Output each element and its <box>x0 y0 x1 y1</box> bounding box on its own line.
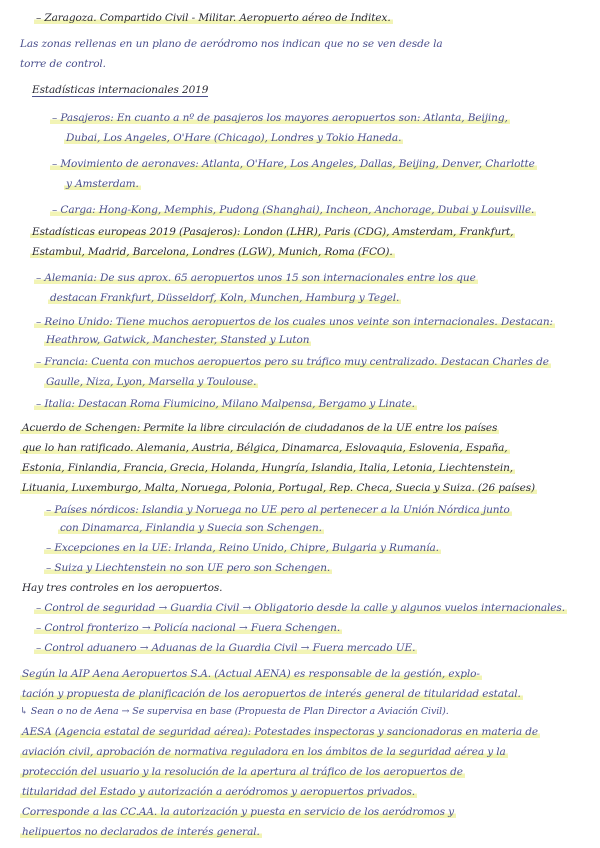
note-line-aip-3: ↳ Sean o no de Aena → Se supervisa en base (Propuesta de Plan Director a Aviación Civil). <box>20 706 449 717</box>
note-line-aesa-4 <box>20 784 417 800</box>
note-line-movimiento-1 <box>50 156 537 172</box>
note-line-ccaa-2 <box>20 824 262 840</box>
note-line-excepciones <box>44 540 441 556</box>
note-line-schengen-2 <box>20 440 510 456</box>
note-line-text: con Dinamarca, Finlandia y Suecia son Schengen. <box>60 522 322 534</box>
heading-estadisticas-internacionales <box>32 82 208 98</box>
note-line-text: – Excepciones en la UE: Irlanda, Reino Unido, Chipre, Bulgaria y Rumanía. <box>46 542 439 554</box>
note-line-text: Gaulle, Niza, Lyon, Marsella y Toulouse. <box>46 376 257 388</box>
note-line-italia <box>34 396 417 412</box>
note-line-aesa-3 <box>20 764 465 780</box>
note-line-text: – Carga: Hong-Kong, Memphis, Pudong (Shanghai), Incheon, Anchorage, Dubai y Louisville. <box>52 204 535 216</box>
note-line-text: – Reino Unido: Tiene muchos aeropuertos de los cuales unos veinte son internacionales. Destacan: <box>36 316 553 328</box>
heading-text: Estadísticas internacionales 2019 <box>32 84 209 96</box>
note-line-movimiento-2 <box>64 176 141 192</box>
note-line-schengen-3 <box>20 460 515 476</box>
note-line-text: tación y propuesta de planificación de los aeropuertos de interés general de titularidad estatal. <box>22 688 521 700</box>
note-line-text: – Movimiento de aeronaves: Atlanta, O'Hare, Los Angeles, Dallas, Beijing, Denver, Charlotte <box>52 158 535 170</box>
note-line-ccaa-1 <box>20 804 456 820</box>
note-line-text: titularidad del Estado y autorización a aeródromos y aeropuertos privados. <box>22 786 416 798</box>
note-line-schengen-1 <box>20 420 499 436</box>
note-line-text: Estambul, Madrid, Barcelona, Londres (LGW), Munich, Roma (FCO). <box>32 246 393 258</box>
note-line-alemania-2 <box>48 290 401 306</box>
note-line-suiza <box>44 560 332 576</box>
note-line-text: AESA (Agencia estatal de seguridad aérea): Potestades inspectoras y sancionadoras en materia de <box>22 726 539 738</box>
note-line-text: helipuertos no declarados de interés general. <box>22 826 260 838</box>
note-line-nordicos-1 <box>44 502 512 518</box>
note-line-aesa-1 <box>20 724 540 740</box>
note-line-text: aviación civil, aprobación de normativa reguladora en los ámbitos de la seguridad aérea y la <box>22 746 506 758</box>
note-line-aesa-2 <box>20 744 508 760</box>
note-line-text: Corresponde a las CC.AA. la autorización y puesta en servicio de los aeródromos y <box>22 806 454 818</box>
note-line-text: Heathrow, Gatwick, Manchester, Stansted y Luton <box>46 334 310 346</box>
note-line-text: – Control fronterizo → Policía nacional → Fuera Schengen. <box>36 622 341 634</box>
note-line-nordicos-2 <box>58 520 324 536</box>
note-line-text: – Control de seguridad → Guardia Civil → Obligatorio desde la calle y algunos vuelos internacionales. <box>36 602 565 614</box>
note-line-europeas-1 <box>30 224 515 240</box>
note-line-alemania-1 <box>34 270 478 286</box>
note-line-control-seguridad <box>34 600 567 616</box>
note-line-text: – Zaragoza. Compartido Civil - Militar. Aeropuerto aéreo de Inditex. <box>36 12 391 24</box>
note-line-pasajeros-2 <box>64 130 403 146</box>
note-line-text: y Amsterdam. <box>66 178 139 190</box>
note-line-francia-1 <box>34 354 551 370</box>
note-line-carga <box>50 202 536 218</box>
note-line-text: Lituania, Luxemburgo, Malta, Noruega, Polonia, Portugal, Rep. Checa, Suecia y Suiza. (26 países) <box>22 482 536 494</box>
note-line-text: – Italia: Destacan Roma Fiumicino, Milano Malpensa, Bergamo y Linate. <box>36 398 415 410</box>
note-line-control-fronterizo <box>34 620 342 636</box>
note-line-francia-2 <box>44 374 258 390</box>
note-line-aip-1 <box>20 666 482 682</box>
note-line-text: destacan Frankfurt, Düsseldorf, Koln, Munchen, Hamburg y Tegel. <box>50 292 400 304</box>
note-line-text: Acuerdo de Schengen: Permite la libre circulación de ciudadanos de la UE entre los países <box>22 422 498 434</box>
note-line-aip-2 <box>20 686 523 702</box>
note-line-text: que lo han ratificado. Alemania, Austria, Bélgica, Dinamarca, Eslovaquia, Eslovenia, España, <box>22 442 508 454</box>
note-line-text: protección del usuario y la resolución de la apertura al tráfico de los aeropuertos de <box>22 766 463 778</box>
note-line-europeas-2 <box>30 244 395 260</box>
note-line-text: – Alemania: De sus aprox. 65 aeropuertos unos 15 son internacionales entre los que <box>36 272 476 284</box>
note-line-controles: Hay tres controles en los aeropuertos. <box>22 582 223 594</box>
note-line-text: – Control aduanero → Aduanas de la Guardia Civil → Fuera mercado UE. <box>36 642 416 654</box>
note-line-reino-unido-2 <box>44 332 311 348</box>
note-line-text: Estonia, Finlandia, Francia, Grecia, Holanda, Hungría, Islandia, Italia, Letonia, Liechtenstein, <box>22 462 514 474</box>
note-line-text: Según la AIP Aena Aeropuertos S.A. (Actual AENA) es responsable de la gestión, explo- <box>22 668 480 680</box>
note-line-reino-unido-1 <box>34 314 555 330</box>
note-line-text: – Países nórdicos: Islandia y Noruega no UE pero al pertenecer a la Unión Nórdica junto <box>46 504 510 516</box>
note-line-text: – Suiza y Liechtenstein no son UE pero son Schengen. <box>46 562 331 574</box>
note-line-zaragoza <box>34 10 393 26</box>
note-line-text: Dubai, Los Angeles, O'Hare (Chicago), Londres y Tokio Haneda. <box>66 132 402 144</box>
note-line-text: – Francia: Cuenta con muchos aeropuertos pero su tráfico muy centralizado. Destacan Charles de <box>36 356 549 368</box>
note-line-zonas-2: torre de control. <box>20 58 106 70</box>
note-line-text: – Pasajeros: En cuanto a nº de pasajeros los mayores aeropuertos son: Atlanta, Beijing, <box>52 112 508 124</box>
note-line-control-aduanero <box>34 640 417 656</box>
note-line-zonas-1: Las zonas rellenas en un plano de aeródromo nos indican que no se ven desde la <box>20 38 443 50</box>
note-line-pasajeros-1 <box>50 110 510 126</box>
note-line-text: Estadísticas europeas 2019 (Pasajeros): London (LHR), Paris (CDG), Amsterdam, Frankfurt, <box>32 226 514 238</box>
note-line-schengen-4 <box>20 480 537 496</box>
